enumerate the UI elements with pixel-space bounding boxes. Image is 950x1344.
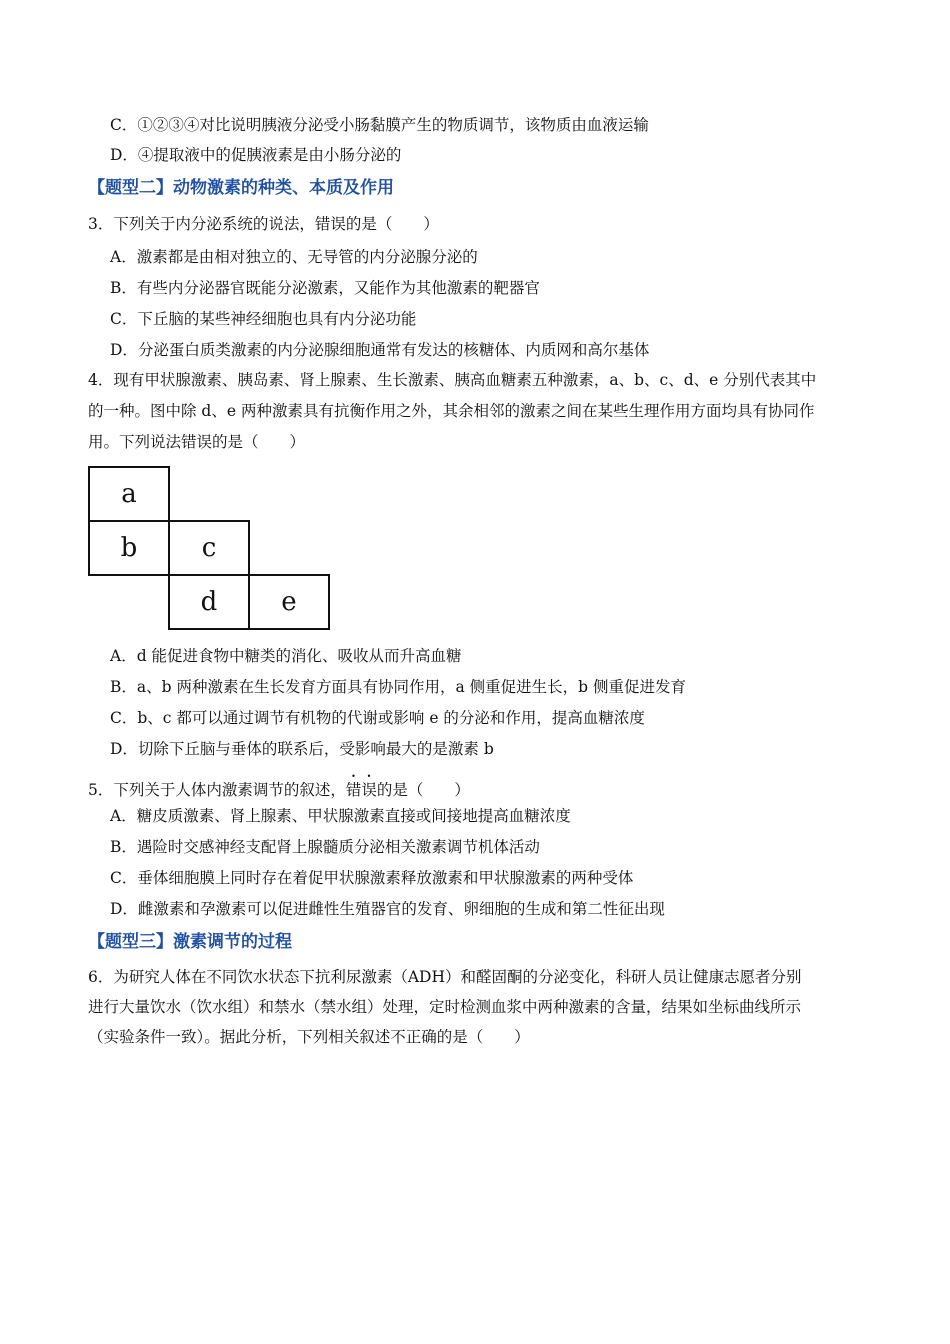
q6-stem-line2: 进行大量饮水（饮水组）和禁水（禁水组）处理，定时检测血浆中两种激素的含量，结果如坐标曲线所示 xyxy=(88,998,802,1016)
section-heading-3: 【题型三】激素调节的过程 xyxy=(88,932,292,952)
diagram-cell-e: e xyxy=(248,574,330,630)
section-heading-2: 【题型二】动物激素的种类、本质及作用 xyxy=(88,178,394,198)
q2-option-c: C．①②③④对比说明胰液分泌受小肠黏膜产生的物质调节，该物质由血液运输 xyxy=(110,116,649,134)
q4-stem-line2: 的一种。图中除 d、e 两种激素具有抗衡作用之外，其余相邻的激素之间在某些生理作用方面均具有协同作 xyxy=(88,402,815,420)
q4-option-a: A．d 能促进食物中糖类的消化、吸收从而升高血糖 xyxy=(110,647,462,665)
diagram-cell-b: b xyxy=(88,520,170,576)
q3-option-d: D．分泌蛋白质类激素的内分泌腺细胞通常有发达的核糖体、内质网和高尔基体 xyxy=(110,341,650,359)
q4-stem-line1: 4．现有甲状腺激素、胰岛素、肾上腺素、生长激素、胰高血糖素五种激素，a、b、c、d、e 分别代表其中 xyxy=(88,371,817,389)
diagram-cell-d: d xyxy=(168,574,250,630)
q4-option-c: C．b、c 都可以通过调节有机物的代谢或影响 e 的分泌和作用，提高血糖浓度 xyxy=(110,709,645,727)
q4-stem-line3: 用。下列说法错误的是（ ） xyxy=(88,433,306,451)
q4-option-b: B．a、b 两种激素在生长发育方面具有协同作用，a 侧重促进生长，b 侧重促进发育 xyxy=(110,678,687,696)
q5-option-b: B．遇险时交感神经支配肾上腺髓质分泌相关激素调节机体活动 xyxy=(110,838,540,856)
q3-stem: 3．下列关于内分泌系统的说法，错误的是（ ） xyxy=(88,215,439,233)
q2-option-d: D．④提取液中的促胰液素是由小肠分泌的 xyxy=(110,146,402,164)
q5-stem-post: 的是（ ） xyxy=(376,781,470,799)
diagram-cell-a: a xyxy=(88,466,170,522)
diagram-cell-c: c xyxy=(168,520,250,576)
q5-stem xyxy=(88,772,470,800)
q3-option-a: A．激素都是由相对独立的、无导管的内分泌腺分泌的 xyxy=(110,248,478,266)
q5-option-a: A．糖皮质激素、肾上腺素、甲状腺激素直接或间接地提高血糖浓度 xyxy=(110,807,571,825)
q3-option-c: C．下丘脑的某些神经细胞也具有内分泌功能 xyxy=(110,310,417,328)
q5-option-c: C．垂体细胞膜上同时存在着促甲状腺激素释放激素和甲状腺激素的两种受体 xyxy=(110,869,634,887)
q6-stem-line3: （实验条件一致）。据此分析，下列相关叙述不正确的是（ ） xyxy=(88,1028,530,1046)
q3-option-b: B．有些内分泌器官既能分泌激素，又能作为其他激素的靶器官 xyxy=(110,279,540,297)
q6-stem-line1: 6．为研究人体在不同饮水状态下抗利尿激素（ADH）和醛固酮的分泌变化，科研人员让健康志愿者分别 xyxy=(88,968,802,986)
q5-stem-emphasis: 错误 xyxy=(345,781,377,799)
q5-option-d: D．雌激素和孕激素可以促进雌性生殖器官的发育、卵细胞的生成和第二性征出现 xyxy=(110,900,665,918)
q5-stem-pre: 5．下列关于人体内激素调节的叙述， xyxy=(88,781,346,799)
q4-option-d: D．切除下丘脑与垂体的联系后，受影响最大的是激素 b xyxy=(110,740,494,758)
